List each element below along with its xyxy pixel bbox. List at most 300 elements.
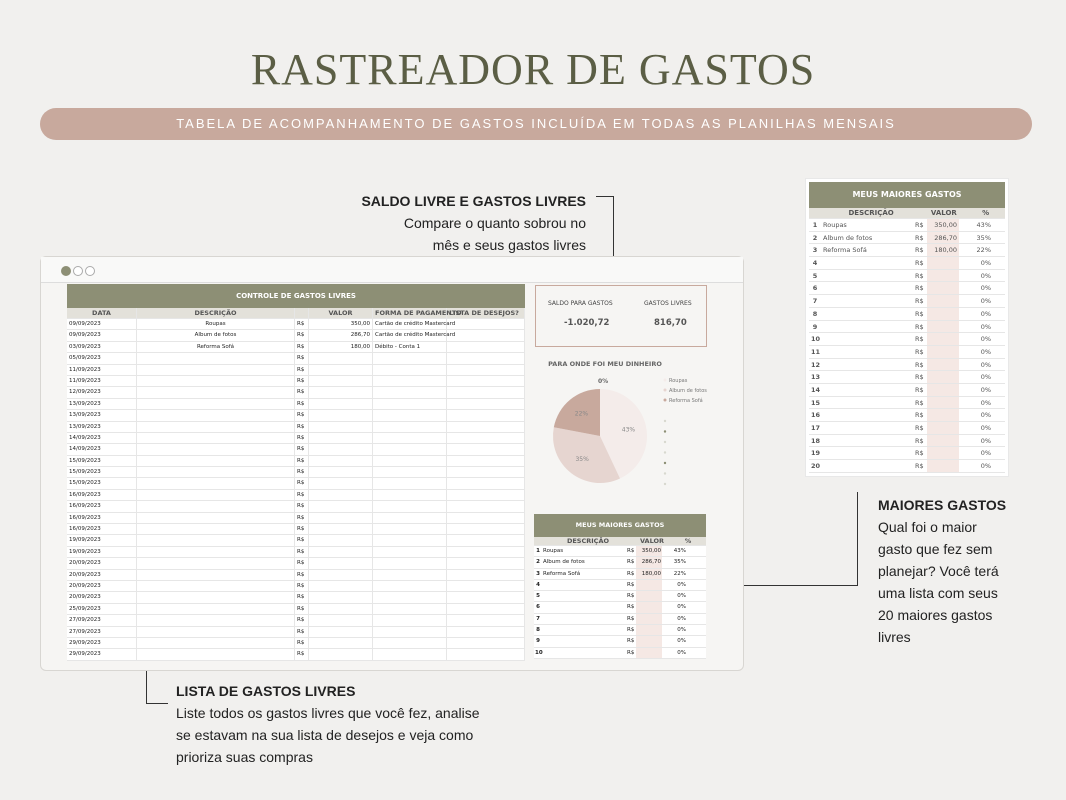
- cell-data[interactable]: 12/09/2023: [67, 387, 137, 397]
- cell-descricao[interactable]: [137, 570, 295, 580]
- cell-forma-pagamento[interactable]: [373, 615, 447, 625]
- cell-currency: R$: [915, 449, 924, 458]
- cell-rank: 1: [812, 221, 818, 229]
- cell-rank: 8: [536, 627, 540, 634]
- cell-descricao[interactable]: [137, 501, 295, 511]
- cell-lista-desejos[interactable]: [447, 467, 525, 477]
- cell-currency[interactable]: R$: [295, 501, 309, 511]
- cell-valor[interactable]: [309, 513, 373, 523]
- cell-lista-desejos[interactable]: [447, 353, 525, 363]
- cell-descricao[interactable]: Roupas: [137, 319, 295, 329]
- cell-lista-desejos[interactable]: [447, 581, 525, 591]
- cell-descricao[interactable]: [137, 513, 295, 523]
- pie-slice-label: 35%: [575, 456, 589, 464]
- cell-currency[interactable]: R$: [295, 604, 309, 614]
- cell-forma-pagamento[interactable]: [373, 501, 447, 511]
- cell-data[interactable]: 13/09/2023: [67, 410, 137, 420]
- cell-descricao[interactable]: [137, 410, 295, 420]
- cell-rank: 10: [811, 335, 821, 344]
- cell-data[interactable]: 27/09/2023: [67, 627, 137, 637]
- table-row: [67, 535, 525, 546]
- cell-data[interactable]: 14/09/2023: [67, 433, 137, 443]
- cell-valor[interactable]: [309, 570, 373, 580]
- cell-forma-pagamento[interactable]: [373, 513, 447, 523]
- cell-lista-desejos[interactable]: [447, 570, 525, 580]
- table-row: [67, 365, 525, 376]
- cell-descricao[interactable]: [137, 444, 295, 454]
- cell-data[interactable]: 16/09/2023: [67, 513, 137, 523]
- cell-forma-pagamento[interactable]: [373, 535, 447, 545]
- table-row: [809, 333, 1005, 346]
- cell-descricao: [821, 333, 913, 345]
- col-lista-desejos: LISTA DE DESEJOS?: [447, 308, 525, 318]
- table-row: [67, 376, 525, 387]
- cell-descricao[interactable]: [137, 422, 295, 432]
- cell-rank: 9: [536, 638, 540, 645]
- cell-pct: 0%: [980, 462, 991, 471]
- cell-rank: 10: [535, 649, 543, 656]
- cell-pct: 0%: [980, 449, 991, 458]
- cell-forma-pagamento[interactable]: Cartão de crédito Mastercard: [373, 319, 447, 329]
- cell-lista-desejos[interactable]: [447, 410, 525, 420]
- cell-data[interactable]: 14/09/2023: [67, 444, 137, 454]
- cell-descricao: [542, 625, 626, 635]
- cell-lista-desejos[interactable]: [447, 638, 525, 648]
- cell-currency[interactable]: R$: [295, 592, 309, 602]
- cell-lista-desejos[interactable]: [447, 422, 525, 432]
- cell-data[interactable]: 03/09/2023: [67, 342, 137, 352]
- cell-currency[interactable]: R$: [295, 547, 309, 557]
- cell-valor: 180,00: [927, 244, 959, 256]
- cell-forma-pagamento[interactable]: [373, 399, 447, 409]
- cell-valor[interactable]: [309, 410, 373, 420]
- cell-data[interactable]: 19/09/2023: [67, 535, 137, 545]
- cell-lista-desejos[interactable]: [447, 558, 525, 568]
- cell-data[interactable]: 20/09/2023: [67, 592, 137, 602]
- cell-data[interactable]: 19/09/2023: [67, 547, 137, 557]
- connector-line: [857, 492, 858, 586]
- cell-currency[interactable]: R$: [295, 513, 309, 523]
- cell-data[interactable]: 13/09/2023: [67, 422, 137, 432]
- cell-descricao[interactable]: [137, 365, 295, 375]
- table-row: [809, 422, 1005, 435]
- cell-forma-pagamento[interactable]: [373, 604, 447, 614]
- table-row: [67, 627, 525, 638]
- cell-currency[interactable]: R$: [295, 365, 309, 375]
- cell-currency[interactable]: R$: [295, 581, 309, 591]
- cell-pct: 0%: [677, 581, 686, 588]
- cell-valor[interactable]: [309, 422, 373, 432]
- cell-descricao[interactable]: Reforma Sofá: [137, 342, 295, 352]
- cell-lista-desejos[interactable]: [447, 478, 525, 488]
- cell-descricao[interactable]: [137, 627, 295, 637]
- cell-forma-pagamento[interactable]: [373, 490, 447, 500]
- cell-currency[interactable]: R$: [295, 478, 309, 488]
- cell-descricao[interactable]: [137, 604, 295, 614]
- cell-descricao[interactable]: [137, 592, 295, 602]
- table-row: [534, 580, 706, 591]
- cell-descricao[interactable]: [137, 581, 295, 591]
- cell-valor[interactable]: [309, 535, 373, 545]
- cell-data[interactable]: 09/09/2023: [67, 319, 137, 329]
- cell-descricao[interactable]: [137, 456, 295, 466]
- legend-marker: [664, 420, 666, 422]
- maiores-gastos-title: MEUS MAIORES GASTOS: [809, 182, 1005, 208]
- table-row: [67, 410, 525, 421]
- cell-forma-pagamento[interactable]: [373, 581, 447, 591]
- cell-valor: [636, 580, 662, 590]
- cell-currency[interactable]: R$: [295, 422, 309, 432]
- cell-data[interactable]: 11/09/2023: [67, 376, 137, 386]
- cell-descricao[interactable]: [137, 478, 295, 488]
- cell-descricao[interactable]: [137, 535, 295, 545]
- cell-data[interactable]: 15/09/2023: [67, 478, 137, 488]
- pie-slice-label: 43%: [621, 426, 636, 434]
- cell-lista-desejos[interactable]: [447, 501, 525, 511]
- cell-valor: [927, 384, 959, 396]
- cell-descricao: Album de fotos: [543, 559, 585, 566]
- cell-valor[interactable]: [309, 376, 373, 386]
- cell-forma-pagamento[interactable]: [373, 467, 447, 477]
- cell-data[interactable]: 05/09/2023: [67, 353, 137, 363]
- cell-descricao: Roupas: [823, 221, 847, 229]
- table-row: [809, 346, 1005, 359]
- cell-valor: [927, 270, 959, 282]
- cell-currency[interactable]: R$: [295, 524, 309, 534]
- table-row: [534, 636, 706, 647]
- cell-currency[interactable]: R$: [295, 410, 309, 420]
- cell-currency: R$: [627, 548, 635, 554]
- cell-forma-pagamento[interactable]: [373, 570, 447, 580]
- table-row: [67, 353, 525, 364]
- cell-currency[interactable]: R$: [295, 467, 309, 477]
- cell-pct: 0%: [980, 436, 991, 445]
- cell-descricao[interactable]: [137, 649, 295, 659]
- callout-saldo-line: mês e seus gastos livres: [432, 237, 586, 253]
- table-row: [809, 371, 1005, 384]
- cell-data[interactable]: 20/09/2023: [67, 581, 137, 591]
- controle-gastos-header: [67, 308, 525, 319]
- cell-pct: 0%: [677, 649, 686, 656]
- maiores-gastos-small-header: [534, 537, 706, 546]
- cell-data[interactable]: 16/09/2023: [67, 490, 137, 500]
- cell-rank: 8: [812, 309, 818, 318]
- cell-descricao[interactable]: [137, 399, 295, 409]
- window-close-icon[interactable]: [61, 266, 71, 276]
- callout-lista-title: LISTA DE GASTOS LIVRES: [176, 683, 356, 699]
- cell-descricao: [821, 435, 913, 447]
- cell-rank: 5: [812, 271, 818, 280]
- cell-valor[interactable]: [309, 581, 373, 591]
- cell-valor[interactable]: [309, 627, 373, 637]
- cell-forma-pagamento[interactable]: [373, 433, 447, 443]
- cell-data[interactable]: 16/09/2023: [67, 524, 137, 534]
- cell-forma-pagamento[interactable]: [373, 387, 447, 397]
- col-valor: VALOR: [309, 308, 373, 318]
- callout-lista-line: Liste todos os gastos livres que você fez, analise: [176, 705, 480, 721]
- cell-descricao[interactable]: [137, 615, 295, 625]
- cell-forma-pagamento[interactable]: Cartão de crédito Mastercard: [373, 330, 447, 340]
- cell-valor: [927, 460, 959, 472]
- cell-valor: [636, 648, 662, 658]
- cell-valor[interactable]: [309, 501, 373, 511]
- cell-currency: R$: [915, 233, 924, 242]
- maiores-gastos-header: [809, 208, 1005, 219]
- callout-maiores-line: livres: [878, 629, 911, 645]
- cell-lista-desejos[interactable]: [447, 547, 525, 557]
- cell-currency[interactable]: R$: [295, 353, 309, 363]
- cell-lista-desejos[interactable]: [447, 592, 525, 602]
- cell-valor[interactable]: [309, 365, 373, 375]
- cell-currency[interactable]: R$: [295, 330, 309, 340]
- cell-data[interactable]: 27/09/2023: [67, 615, 137, 625]
- cell-forma-pagamento[interactable]: Débito - Conta 1: [373, 342, 447, 352]
- callout-saldo-line: Compare o quanto sobrou no: [403, 215, 586, 231]
- cell-data[interactable]: 15/09/2023: [67, 467, 137, 477]
- cell-pct: 43%: [673, 548, 686, 554]
- cell-pct: 22%: [976, 246, 991, 255]
- cell-lista-desejos[interactable]: [447, 490, 525, 500]
- cell-forma-pagamento[interactable]: [373, 638, 447, 648]
- callout-maiores-line: gasto que fez sem: [878, 541, 993, 557]
- controle-gastos-body: [67, 319, 525, 661]
- cell-lista-desejos[interactable]: [447, 433, 525, 443]
- col-valor: VALOR: [639, 537, 665, 545]
- table-row: [67, 433, 525, 444]
- cell-rank: 6: [536, 604, 540, 611]
- cell-data[interactable]: 09/09/2023: [67, 330, 137, 340]
- cell-data[interactable]: 29/09/2023: [67, 649, 137, 659]
- cell-forma-pagamento[interactable]: [373, 456, 447, 466]
- cell-lista-desejos[interactable]: [447, 399, 525, 409]
- cell-valor[interactable]: [309, 467, 373, 477]
- table-row: [67, 581, 525, 592]
- cell-valor[interactable]: [309, 387, 373, 397]
- cell-valor: [927, 409, 959, 421]
- cell-currency: R$: [627, 559, 635, 566]
- window-minimize-icon[interactable]: [73, 266, 83, 276]
- cell-descricao[interactable]: Album de fotos: [137, 330, 295, 340]
- cell-data[interactable]: 15/09/2023: [67, 456, 137, 466]
- legend-marker: [664, 430, 666, 432]
- cell-valor[interactable]: [309, 490, 373, 500]
- cell-currency[interactable]: R$: [295, 490, 309, 500]
- legend-marker: [664, 379, 667, 382]
- cell-valor[interactable]: [309, 615, 373, 625]
- pie-zero-label: 0%: [598, 378, 609, 385]
- cell-forma-pagamento[interactable]: [373, 376, 447, 386]
- cell-currency[interactable]: R$: [295, 535, 309, 545]
- cell-pct: 0%: [980, 309, 991, 318]
- window-maximize-icon[interactable]: [85, 266, 95, 276]
- cell-rank: 11: [811, 347, 821, 356]
- cell-lista-desejos[interactable]: [447, 535, 525, 545]
- cell-forma-pagamento[interactable]: [373, 478, 447, 488]
- cell-lista-desejos[interactable]: [447, 365, 525, 375]
- cell-currency[interactable]: R$: [295, 615, 309, 625]
- callout-maiores-line: planejar? Você terá: [878, 563, 999, 579]
- cell-forma-pagamento[interactable]: [373, 353, 447, 363]
- cell-currency: R$: [915, 221, 924, 229]
- cell-valor[interactable]: 350,00: [309, 319, 373, 329]
- cell-valor[interactable]: 286,70: [309, 330, 373, 340]
- cell-lista-desejos[interactable]: [447, 649, 525, 659]
- cell-valor: [927, 282, 959, 294]
- cell-valor: 286,70: [636, 557, 662, 567]
- cell-lista-desejos[interactable]: [447, 513, 525, 523]
- cell-lista-desejos[interactable]: [447, 342, 525, 352]
- cell-valor: [927, 397, 959, 409]
- table-row: [534, 614, 706, 625]
- cell-valor[interactable]: [309, 444, 373, 454]
- cell-currency[interactable]: R$: [295, 627, 309, 637]
- legend-marker: [664, 441, 666, 443]
- col-descricao: DESCRIÇÃO: [137, 308, 295, 318]
- col-valor: VALOR: [930, 209, 957, 217]
- cell-valor[interactable]: [309, 604, 373, 614]
- cell-valor[interactable]: [309, 524, 373, 534]
- table-row: [809, 447, 1005, 460]
- cell-lista-desejos[interactable]: [447, 604, 525, 614]
- cell-descricao[interactable]: [137, 524, 295, 534]
- cell-currency: R$: [627, 615, 635, 622]
- cell-rank: 9: [812, 322, 818, 331]
- cell-forma-pagamento[interactable]: [373, 649, 447, 659]
- table-row: [67, 478, 525, 489]
- cell-currency[interactable]: R$: [295, 399, 309, 409]
- cell-valor[interactable]: [309, 592, 373, 602]
- cell-currency[interactable]: R$: [295, 342, 309, 352]
- maiores-gastos-small-body: [534, 546, 706, 659]
- callout-lista-line: prioriza suas compras: [176, 749, 313, 765]
- window-titlebar: [41, 257, 743, 283]
- cell-lista-desejos[interactable]: [447, 456, 525, 466]
- table-row: [67, 558, 525, 569]
- legend-label: Roupas: [669, 378, 688, 384]
- cell-currency: R$: [915, 322, 924, 331]
- cell-descricao[interactable]: [137, 376, 295, 386]
- cell-valor: [927, 308, 959, 320]
- cell-lista-desejos[interactable]: [447, 524, 525, 534]
- cell-descricao[interactable]: [137, 387, 295, 397]
- cell-forma-pagamento[interactable]: [373, 365, 447, 375]
- table-row: [67, 330, 525, 341]
- cell-pct: 0%: [677, 593, 686, 600]
- cell-valor[interactable]: [309, 399, 373, 409]
- cell-data[interactable]: 29/09/2023: [67, 638, 137, 648]
- cell-valor[interactable]: [309, 456, 373, 466]
- cell-currency[interactable]: R$: [295, 638, 309, 648]
- legend-marker: [664, 399, 667, 402]
- cell-rank: 17: [811, 424, 821, 432]
- cell-currency[interactable]: R$: [295, 558, 309, 568]
- cell-valor[interactable]: [309, 558, 373, 568]
- cell-descricao[interactable]: [137, 490, 295, 500]
- table-row: [534, 569, 706, 580]
- callout-maiores-title: MAIORES GASTOS: [878, 497, 1007, 513]
- cell-descricao[interactable]: [137, 558, 295, 568]
- cell-data[interactable]: 11/09/2023: [67, 365, 137, 375]
- cell-currency: R$: [627, 581, 635, 588]
- table-row: [534, 546, 706, 557]
- cell-forma-pagamento[interactable]: [373, 627, 447, 637]
- cell-currency[interactable]: R$: [295, 387, 309, 397]
- cell-forma-pagamento[interactable]: [373, 422, 447, 432]
- cell-currency[interactable]: R$: [295, 649, 309, 659]
- cell-currency: R$: [915, 385, 924, 394]
- cell-currency: R$: [915, 436, 924, 445]
- cell-lista-desejos[interactable]: [447, 376, 525, 386]
- cell-forma-pagamento[interactable]: [373, 592, 447, 602]
- cell-rank: 2: [812, 233, 818, 242]
- callout-saldo-title: SALDO LIVRE E GASTOS LIVRES: [361, 193, 586, 209]
- cell-descricao[interactable]: [137, 433, 295, 443]
- cell-currency[interactable]: R$: [295, 570, 309, 580]
- cell-valor[interactable]: [309, 638, 373, 648]
- table-row: [67, 638, 525, 649]
- cell-data[interactable]: 20/09/2023: [67, 558, 137, 568]
- col-descricao: DESCRIÇÃO: [566, 537, 610, 545]
- cell-lista-desejos[interactable]: [447, 444, 525, 454]
- cell-descricao[interactable]: [137, 547, 295, 557]
- cell-valor: [636, 614, 662, 624]
- cell-data[interactable]: 13/09/2023: [67, 399, 137, 409]
- cell-forma-pagamento[interactable]: [373, 558, 447, 568]
- cell-forma-pagamento[interactable]: [373, 524, 447, 534]
- cell-forma-pagamento[interactable]: [373, 410, 447, 420]
- cell-descricao[interactable]: [137, 467, 295, 477]
- cell-valor[interactable]: 180,00: [309, 342, 373, 352]
- cell-valor[interactable]: [309, 547, 373, 557]
- cell-pct: 43%: [976, 221, 991, 229]
- cell-lista-desejos[interactable]: [447, 387, 525, 397]
- cell-forma-pagamento[interactable]: [373, 444, 447, 454]
- cell-lista-desejos[interactable]: [447, 627, 525, 637]
- cell-descricao[interactable]: [137, 353, 295, 363]
- cell-pct: 0%: [677, 604, 686, 611]
- cell-valor[interactable]: [309, 433, 373, 443]
- cell-data[interactable]: 20/09/2023: [67, 570, 137, 580]
- cell-valor[interactable]: [309, 649, 373, 659]
- cell-pct: 0%: [980, 259, 991, 268]
- cell-currency[interactable]: R$: [295, 456, 309, 466]
- cell-valor[interactable]: [309, 353, 373, 363]
- cell-currency[interactable]: R$: [295, 376, 309, 386]
- table-row: [67, 592, 525, 603]
- cell-currency[interactable]: R$: [295, 444, 309, 454]
- col-pct: %: [684, 537, 692, 545]
- cell-pct: 0%: [677, 627, 686, 634]
- cell-data[interactable]: 16/09/2023: [67, 501, 137, 511]
- cell-data[interactable]: 25/09/2023: [67, 604, 137, 614]
- table-row: [809, 244, 1005, 257]
- cell-lista-desejos[interactable]: [447, 319, 525, 329]
- cell-descricao[interactable]: [137, 638, 295, 648]
- cell-valor[interactable]: [309, 478, 373, 488]
- table-row: [809, 359, 1005, 372]
- cell-currency[interactable]: R$: [295, 433, 309, 443]
- cell-valor: [927, 333, 959, 345]
- saldo-panel: [535, 285, 707, 347]
- table-row: [67, 513, 525, 524]
- cell-lista-desejos[interactable]: [447, 615, 525, 625]
- cell-currency[interactable]: R$: [295, 319, 309, 329]
- cell-forma-pagamento[interactable]: [373, 547, 447, 557]
- cell-pct: 0%: [980, 373, 991, 382]
- cell-lista-desejos[interactable]: [447, 330, 525, 340]
- cell-valor: [636, 636, 662, 646]
- table-row: [809, 435, 1005, 448]
